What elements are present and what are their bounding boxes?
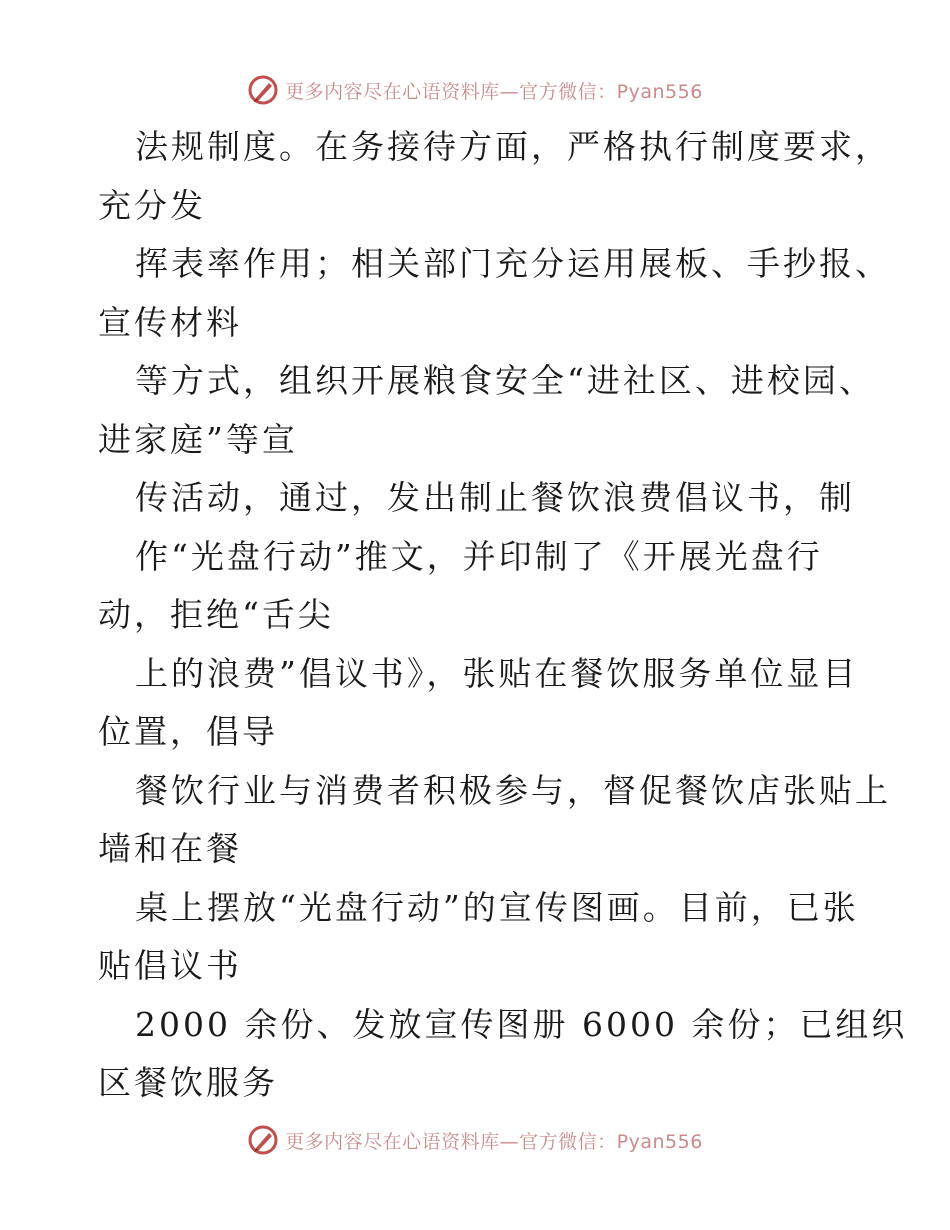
- text-line: 2000 余份、发放宣传图册 6000 余份；已组织: [135, 1004, 908, 1044]
- text-line: 挥表率作用；相关部门充分运用展板、手抄报、: [135, 244, 891, 283]
- text-line: 贴倡议书: [98, 946, 242, 985]
- pen-logo-icon: [247, 74, 279, 106]
- watermark-text: 更多内容尽在心语资料库—官方微信：Pyan556: [285, 1130, 703, 1153]
- text-line: 动，拒绝“舌尖: [98, 595, 334, 634]
- text-line: 墙和在餐: [98, 829, 242, 868]
- document-body: [98, 118, 908, 1113]
- text-line: 上的浪费”倡议书》，张贴在餐饮服务单位显目: [135, 653, 859, 693]
- text-line: 区餐饮服务: [98, 1063, 278, 1102]
- pen-logo-icon: [247, 1124, 279, 1156]
- text-line: 桌上摆放“光盘行动”的宣传图画。目前，已张: [135, 887, 859, 927]
- header-watermark: [0, 70, 950, 110]
- text-line: 等方式，组织开展粮食安全“进社区、进校园、: [135, 361, 875, 400]
- footer-watermark: [0, 1120, 950, 1160]
- watermark-text: 更多内容尽在心语资料库—官方微信：Pyan556: [285, 80, 703, 103]
- text-line: 进家庭”等宣: [98, 419, 298, 459]
- text-line: 位置，倡导: [98, 712, 278, 751]
- text-line: 作“光盘行动”推文，并印制了《开展光盘行: [135, 536, 823, 576]
- text-line: 餐饮行业与消费者积极参与，督促餐饮店张贴上: [135, 770, 891, 810]
- text-line: 法规制度。在务接待方面，严格执行制度要求，: [135, 127, 891, 166]
- text-line: 传活动，通过，发出制止餐饮浪费倡议书，制: [135, 478, 855, 517]
- text-line: 充分发: [98, 185, 206, 225]
- text-line: 宣传材料: [98, 302, 242, 342]
